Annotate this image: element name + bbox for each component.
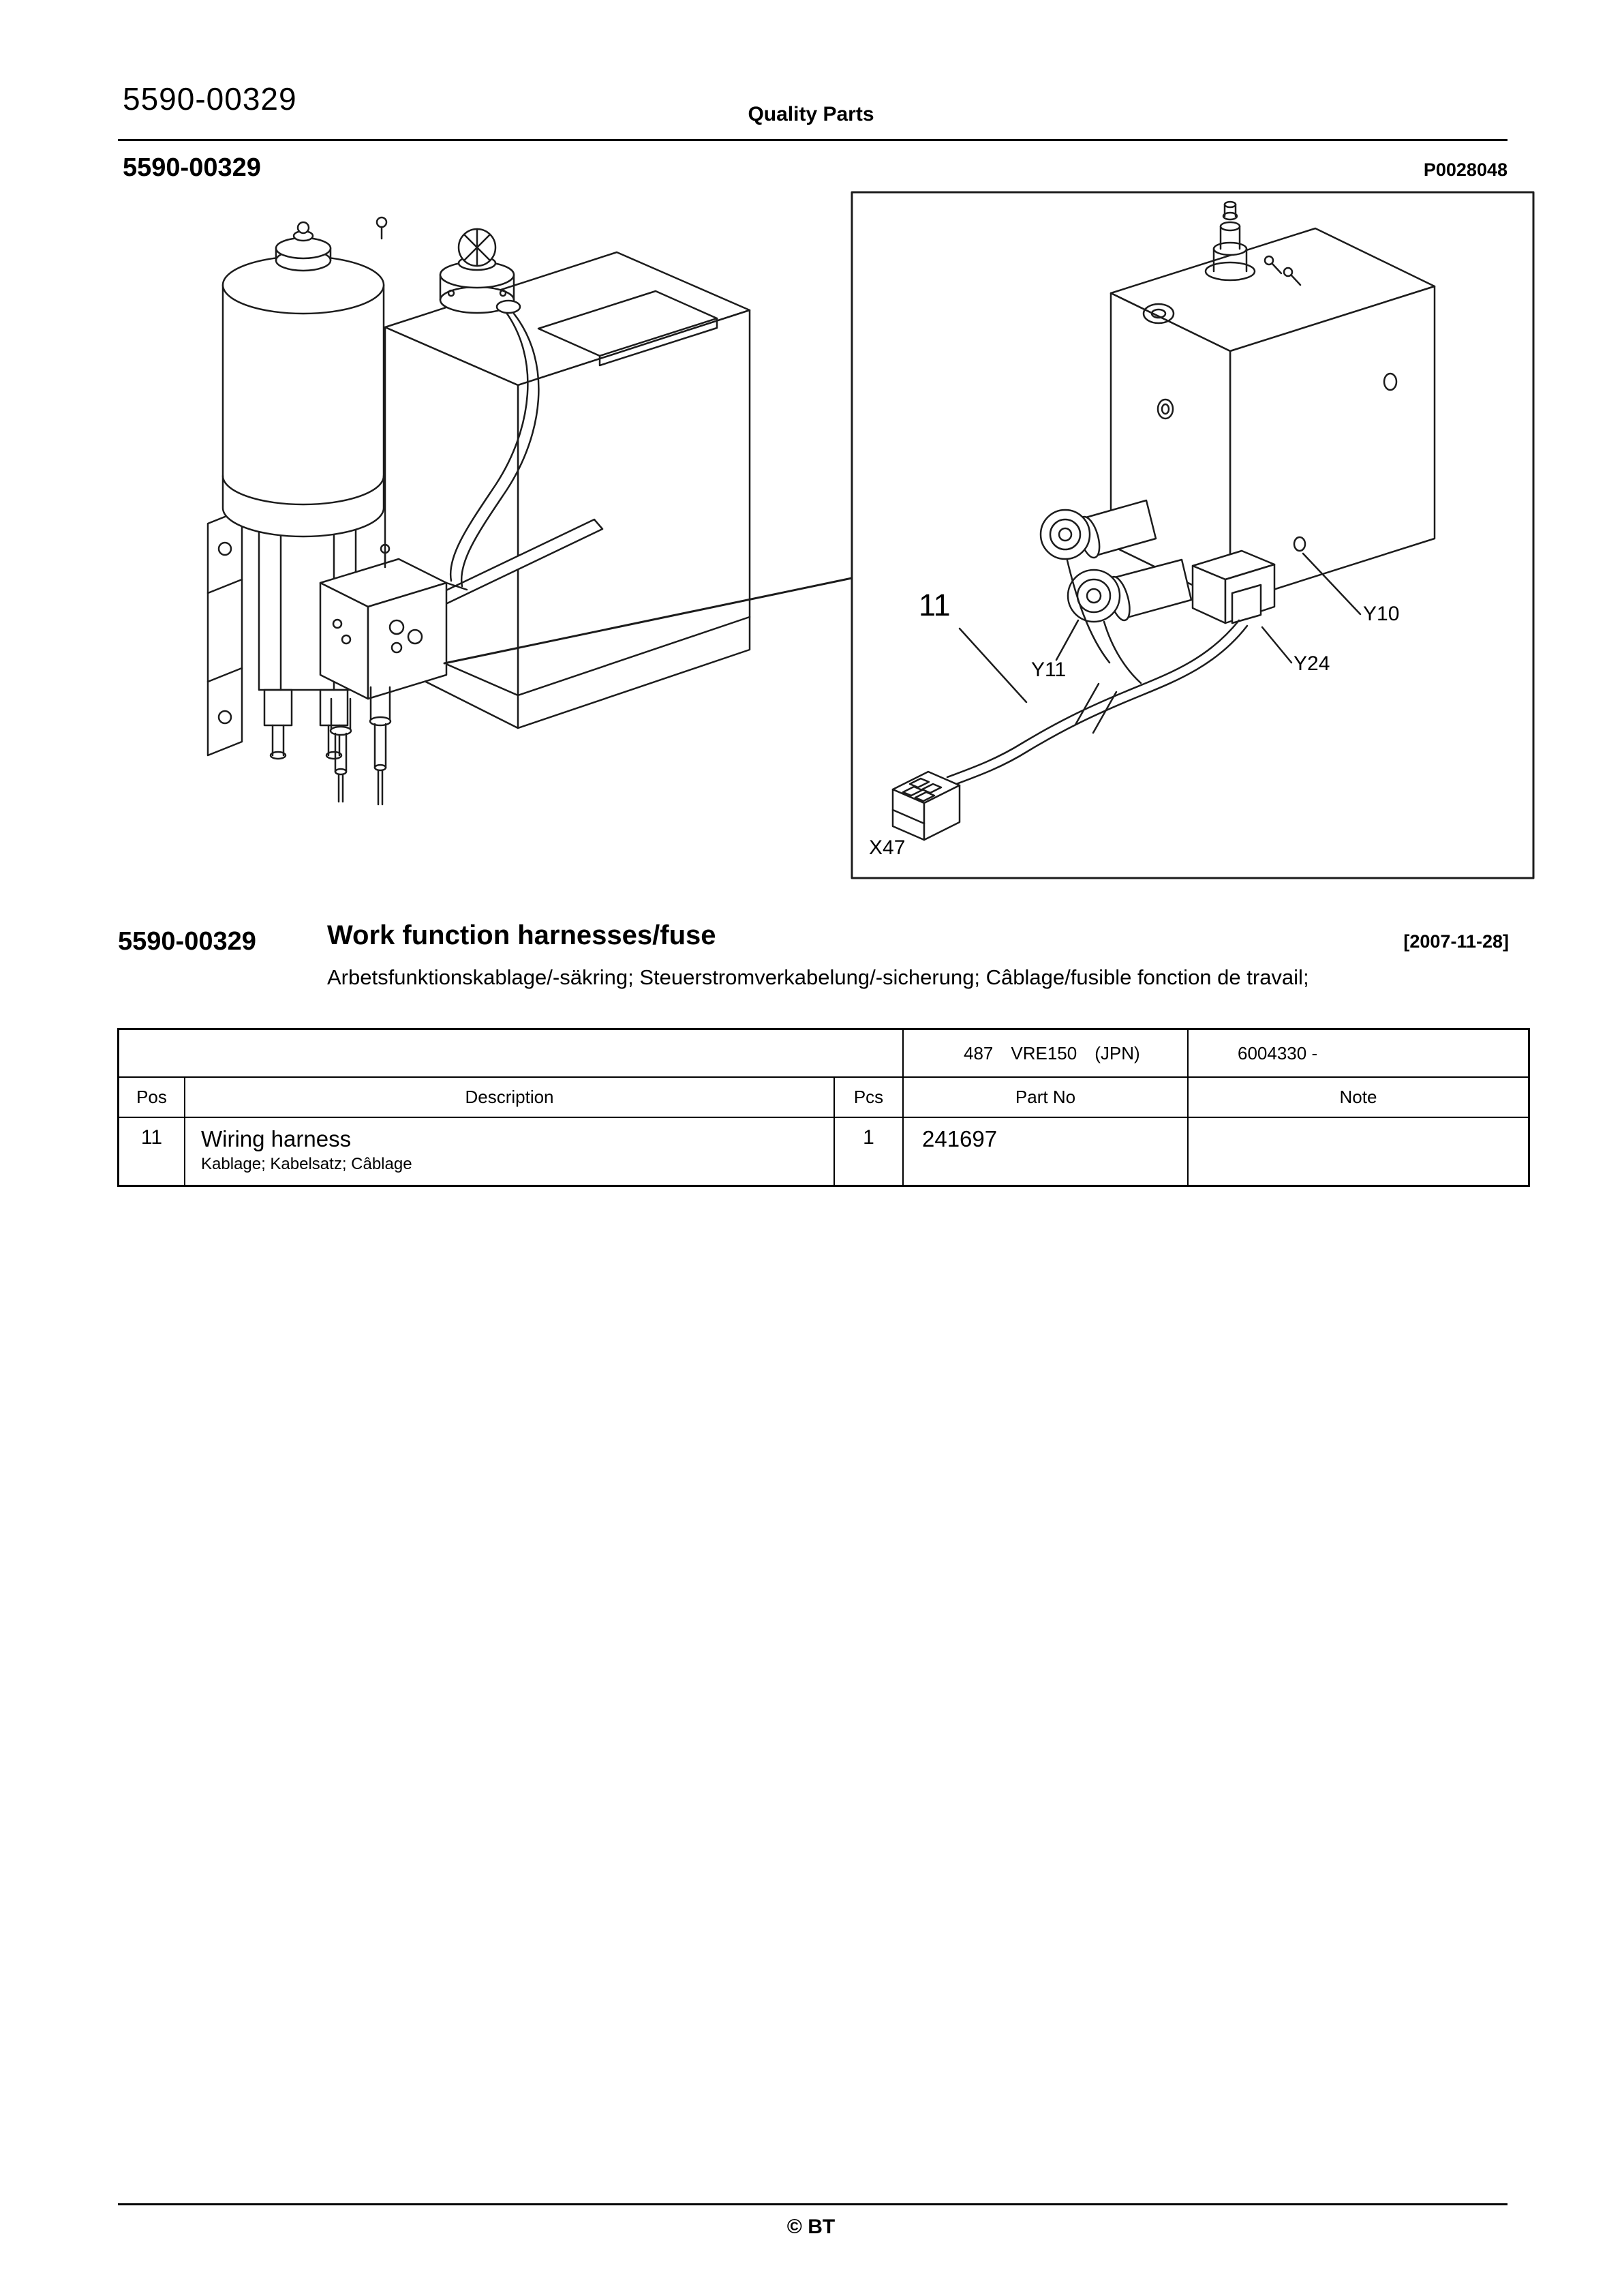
model-code: 487 [964,1042,994,1063]
page-header-title: Quality Parts [748,103,874,125]
cell-description [185,1118,835,1185]
callout-y11: Y11 [1031,659,1067,681]
detail-inset [852,192,1533,878]
serial-cell [1189,1030,1528,1076]
description-value: Wiring harness [201,1126,352,1151]
cell-pos [119,1118,185,1185]
footer-rule [118,2203,1508,2205]
section-date: [2007-11-28] [1403,931,1509,952]
pos-value: 11 [140,1126,163,1149]
filler-pump-drawing [440,229,514,313]
callout-x47: X47 [869,836,906,859]
callout-item-11: 11 [919,588,951,622]
cell-note [1189,1118,1528,1185]
model-row-empty-cell [119,1030,904,1076]
detail-valve-block-drawing [1111,228,1435,603]
main-assembly-drawing [208,217,852,804]
header-rule [118,139,1508,141]
model-row [119,1030,1528,1078]
table-header-row [119,1078,1528,1118]
model-name: VRE150 [1011,1042,1077,1063]
screw-detail [377,217,386,239]
model-market: (JPN) [1095,1042,1140,1063]
description-alt-value: Kablage; Kabelsatz; Câblage [201,1155,412,1174]
callout-y24: Y24 [1294,652,1330,675]
mount-plate-drawing [208,510,242,755]
model-cell [904,1030,1189,1076]
section-number: 5590-00329 [118,927,256,956]
section-title: Work function harnesses/fuse [327,920,716,950]
figure-code: P0028048 [1423,160,1508,180]
doc-number-figure: 5590-00329 [123,153,261,182]
pcs-value: 1 [863,1126,874,1149]
serial-range: 6004330 - [1238,1042,1318,1063]
cell-pcs [835,1118,904,1185]
col-header-description: Description [185,1078,835,1117]
parts-table [117,1028,1530,1187]
table-row [119,1118,1528,1185]
figure-drawing [102,184,1547,893]
motor-drawing [223,222,384,537]
section-subtitle: Arbetsfunktionskablage/-säkring; Steuerstromverkabelung/-sicherung; Câblage/fusible fonction de travail; [327,965,1309,989]
col-header-note: Note [1339,1087,1377,1107]
col-header-part-no: Part No [904,1078,1189,1117]
doc-number-header: 5590-00329 [123,81,297,117]
part-no-value: 241697 [922,1126,998,1151]
callout-y10: Y10 [1363,603,1400,625]
cell-part-no [904,1118,1189,1185]
footer-copyright: © BT [786,2216,836,2238]
col-header-pos: Pos [119,1078,185,1117]
col-header-pcs: Pcs [835,1078,904,1117]
